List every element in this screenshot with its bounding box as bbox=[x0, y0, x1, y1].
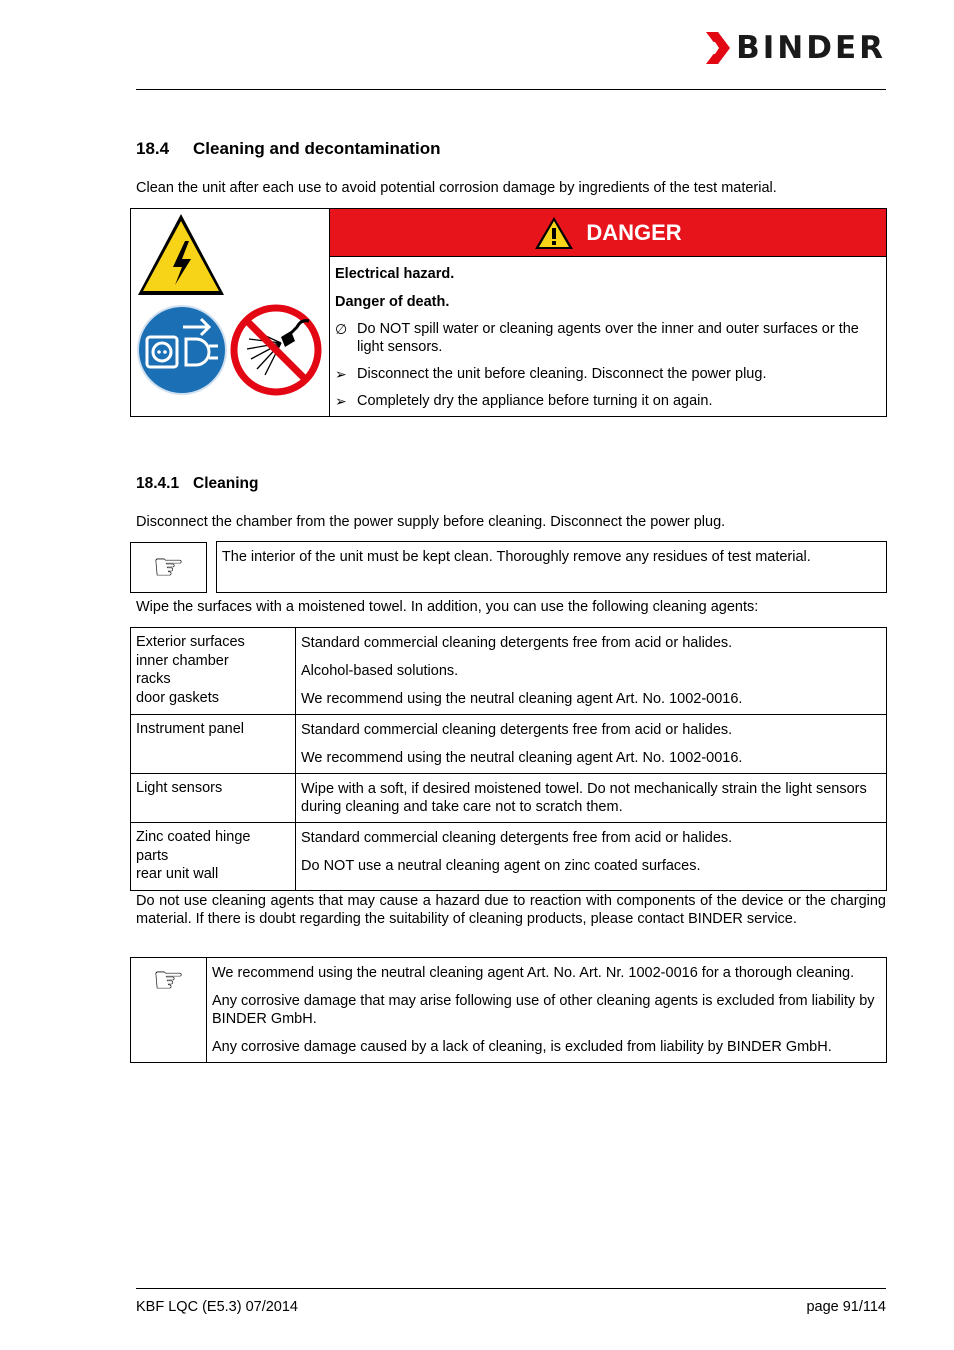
disconnect-text: Disconnect the chamber from the power supply before cleaning. Disconnect the power plug. bbox=[136, 514, 726, 530]
note-box-1 bbox=[130, 541, 887, 593]
danger-item bbox=[335, 320, 880, 356]
warning-triangle-icon bbox=[534, 216, 574, 250]
agents-cell bbox=[296, 715, 887, 774]
hazard-text: Electrical hazard. bbox=[335, 266, 455, 282]
agents-cell bbox=[296, 823, 887, 891]
note-text: Any corrosive damage that may arise following use of other cleaning agents is excluded from liability by BINDER GmbH. bbox=[212, 993, 875, 1027]
surface-label: racks bbox=[136, 671, 171, 687]
warning-text: Do not use cleaning agents that may cause a hazard due to reaction with components of the device or the charging material. If there is doubt regarding the suitability of cleaning products, please contact BINDER service. bbox=[136, 893, 886, 927]
forbidden-bullet-icon: ∅ bbox=[335, 321, 348, 337]
danger-item bbox=[335, 365, 880, 383]
danger-box bbox=[130, 208, 887, 417]
note-icon-cell bbox=[131, 958, 207, 1063]
danger-header bbox=[330, 209, 886, 257]
footer-rule bbox=[136, 1288, 886, 1289]
agent-text: We recommend using the neutral cleaning agent Art. No. 1002-0016. bbox=[301, 750, 743, 766]
brand-name: BINDER bbox=[736, 30, 886, 66]
danger-icons-cell bbox=[131, 209, 330, 417]
surface-label: inner chamber bbox=[136, 652, 229, 669]
note-text: The interior of the unit must be kept clean. Thoroughly remove any residues of test material. bbox=[221, 549, 811, 565]
arrow-bullet-icon: ➢ bbox=[335, 393, 347, 409]
agent-text: Standard commercial cleaning detergents free from acid or halides. bbox=[301, 830, 733, 846]
section-number: 18.4 bbox=[136, 139, 170, 158]
note-text: We recommend using the neutral cleaning agent Art. No. Art. Nr. 1002-0016 for a thorough cleaning. bbox=[212, 965, 855, 981]
arrow-bullet-icon: ➢ bbox=[335, 366, 347, 382]
agents-cell bbox=[296, 774, 887, 823]
agent-text: We recommend using the neutral cleaning agent Art. No. 1002-0016. bbox=[301, 691, 743, 707]
footer-page-number: page 91/114 bbox=[806, 1299, 886, 1315]
note-text-cell bbox=[207, 958, 887, 1063]
note-text: Any corrosive damage caused by a lack of cleaning, is excluded from liability by BINDER GmbH. bbox=[212, 1039, 832, 1055]
surface-label: Light sensors bbox=[136, 780, 223, 796]
cleaning-agents-table bbox=[130, 627, 887, 891]
table-row bbox=[131, 628, 887, 715]
header-rule bbox=[136, 89, 886, 90]
pointing-hand-icon: ☞ bbox=[152, 960, 185, 1001]
agent-text: Do NOT use a neutral cleaning agent on zinc coated surfaces. bbox=[301, 858, 701, 874]
disconnect-plug-icon bbox=[138, 306, 226, 394]
danger-item-text: Disconnect the unit before cleaning. Disconnect the power plug. bbox=[357, 366, 767, 382]
no-water-spray-icon bbox=[234, 308, 318, 392]
surface-label: door gaskets bbox=[136, 689, 220, 706]
agent-text: Standard commercial cleaning detergents free from acid or halides. bbox=[301, 635, 733, 651]
footer-doc-id: KBF LQC (E5.3) 07/2014 bbox=[136, 1299, 298, 1315]
surface-label: Instrument panel bbox=[136, 721, 245, 737]
surfaces-cell bbox=[131, 628, 296, 715]
wipe-text: Wipe the surfaces with a moistened towel. In addition, you can use the following cleaning agents: bbox=[136, 599, 759, 615]
pointing-hand-icon: ☞ bbox=[152, 546, 185, 588]
agents-cell bbox=[296, 628, 887, 715]
table-row bbox=[131, 715, 887, 774]
subsection-title: Cleaning bbox=[193, 475, 259, 492]
agent-text: Alcohol-based solutions. bbox=[301, 663, 459, 679]
consequence-text: Danger of death. bbox=[335, 294, 450, 310]
surfaces-cell bbox=[131, 774, 296, 823]
intro-text: Clean the unit after each use to avoid potential corrosion damage by ingredients of the test material. bbox=[136, 180, 777, 196]
section-heading bbox=[136, 139, 440, 159]
surfaces-cell bbox=[131, 823, 296, 891]
table-row bbox=[131, 823, 887, 891]
section-title: Cleaning and decontamination bbox=[193, 139, 441, 158]
danger-item-text: Do NOT spill water or cleaning agents over the inner and outer surfaces or the light sensors. bbox=[357, 321, 859, 355]
subsection-heading bbox=[136, 475, 258, 493]
surface-label: rear unit wall bbox=[136, 866, 219, 882]
danger-item bbox=[335, 392, 880, 410]
danger-item-text: Completely dry the appliance before turning it on again. bbox=[357, 393, 713, 409]
note-icon-cell bbox=[130, 542, 207, 593]
surface-label: Zinc coated hinge parts bbox=[136, 829, 251, 864]
note-text-cell bbox=[216, 542, 886, 593]
surface-label: Exterior surfaces bbox=[136, 634, 245, 650]
binder-logo bbox=[704, 28, 886, 68]
danger-label: DANGER bbox=[586, 219, 682, 245]
agent-text: Wipe with a soft, if desired moistened towel. Do not mechanically strain the light sensors during cleaning and take care not to scratch them. bbox=[301, 781, 867, 815]
surfaces-cell bbox=[131, 715, 296, 774]
electrical-hazard-icon bbox=[138, 214, 224, 295]
subsection-number: 18.4.1 bbox=[136, 475, 180, 492]
note-box-2 bbox=[130, 957, 887, 1063]
table-row bbox=[131, 774, 887, 823]
binder-chevron-icon bbox=[704, 30, 732, 66]
danger-content-cell bbox=[330, 209, 887, 417]
agent-text: Standard commercial cleaning detergents free from acid or halides. bbox=[301, 722, 733, 738]
